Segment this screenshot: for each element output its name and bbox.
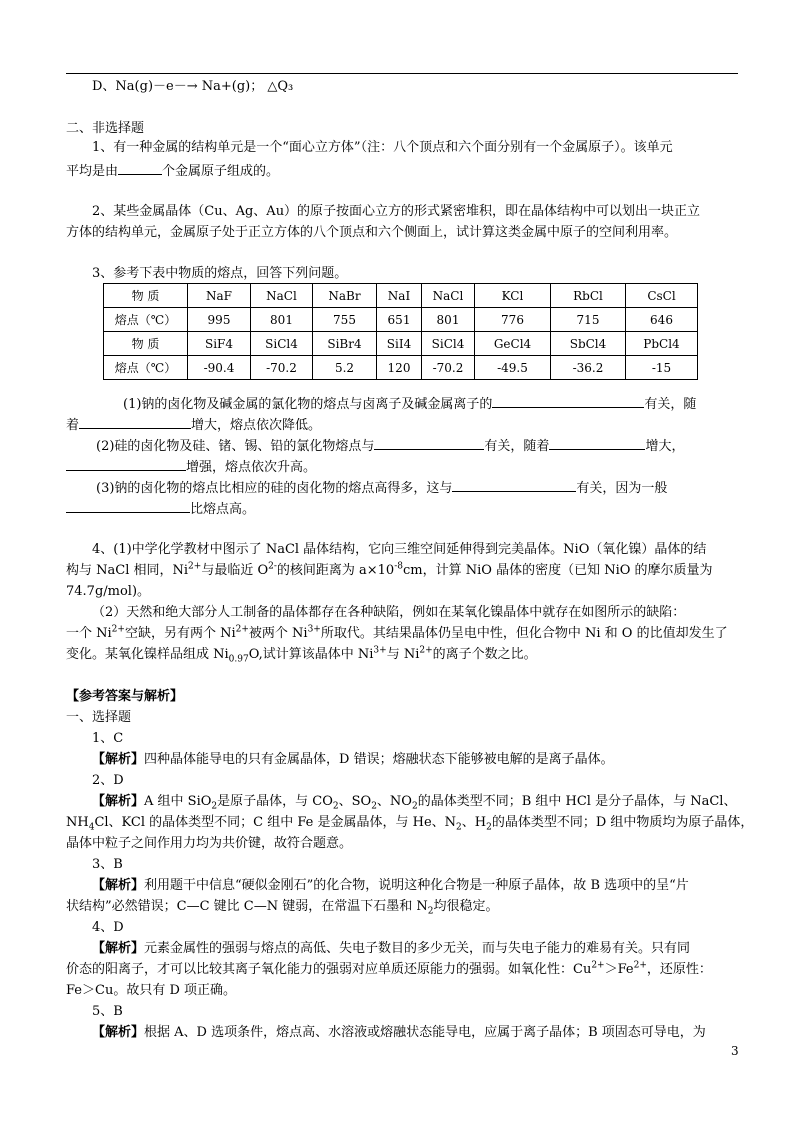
a2-l1-f: 2 xyxy=(371,801,377,812)
q3-blank-5[interactable] xyxy=(66,458,186,471)
q4-l6-f: 2+ xyxy=(419,645,433,656)
a2-l1-b: 2 xyxy=(211,801,218,812)
q3-p1-text-d: 增大，熔点依次降低。 xyxy=(191,418,322,433)
answer-2-line3: 晶体中粒子之间作用力均为共价键，故符合题意。 xyxy=(66,836,353,851)
table-cell: NaF xyxy=(188,284,251,308)
q4-l5-d: 2+ xyxy=(235,624,249,635)
q4-l6-g: 的离子个数之比。 xyxy=(432,647,537,662)
table-cell: SiCl4 xyxy=(251,332,313,356)
answer-3-line2 xyxy=(66,899,499,915)
answers-title: 【参考答案与解析】 xyxy=(66,689,184,704)
table-cell: 715 xyxy=(551,308,626,332)
table-cell: 熔点（℃） xyxy=(104,308,188,332)
q3-p2-line2 xyxy=(66,458,316,476)
table-cell: NaI xyxy=(377,284,422,308)
q4-l2-a: 构与 NaCl 相同，Ni xyxy=(66,563,189,578)
q4-l6-e: 与 Ni xyxy=(386,647,420,662)
q4-line2 xyxy=(66,563,713,579)
q3-p3-text-b: 有关，因为一般 xyxy=(576,481,668,496)
table-cell: NaCl xyxy=(422,284,475,308)
q4-l5-e: 被两个 Ni xyxy=(248,626,308,641)
a4-l2-b: 2+ xyxy=(591,960,605,971)
answer-3-line1 xyxy=(92,878,689,894)
q3-p1-text-c: 着 xyxy=(66,418,80,433)
table-cell: PbCl4 xyxy=(626,332,698,356)
answer-5-text: 根据 A、D 选项条件，熔点高、水溶液或熔融状态能导电，应属于离子晶体；B 项固态可导电，为 xyxy=(144,1025,706,1040)
table-cell: -70.2 xyxy=(251,356,313,380)
a2-l1-e: 、SO xyxy=(338,794,372,809)
q1-line2 xyxy=(66,162,279,180)
q4-line3: 74.7g/mol)。 xyxy=(66,584,151,599)
q4-l6-b: 0.97 xyxy=(228,654,249,665)
a3-l2-a: 状结构”必然错误；C—C 键比 C—N 键弱，在常温下石墨和 N xyxy=(66,899,428,914)
q4-l2-b: 2+ xyxy=(188,561,202,572)
answer-2-number: 2、D xyxy=(92,773,124,788)
answer-3-text: 利用题干中信息“硬似金刚石”的化合物，说明这种化合物是一种原子晶体，故 B 选项中的呈“片 xyxy=(144,878,689,893)
q3-blank-4[interactable] xyxy=(549,437,645,450)
table-cell: 熔点（℃） xyxy=(104,356,188,380)
q3-blank-7[interactable] xyxy=(66,500,190,513)
q3-p3-line1 xyxy=(96,479,667,497)
q4-l2-e: 的核间距离为 a×10 xyxy=(276,563,395,578)
a2-l2-d: 2 xyxy=(456,822,462,833)
q3-p1-text-a: (1)钠的卤化物及碱金属的氯化物的熔点与卤离子及碱金属离子的 xyxy=(123,397,493,412)
q4-l6-a: 变化。某氧化镍样品组成 Ni xyxy=(66,647,229,662)
q3-blank-2[interactable] xyxy=(79,416,191,429)
q4-line5 xyxy=(66,626,728,642)
q4-l5-a: 一个 Ni xyxy=(66,626,112,641)
a2-l2-b: 4 xyxy=(88,822,95,833)
table-cell: SiF4 xyxy=(188,332,251,356)
q3-p2-text-b: 有关，随着 xyxy=(484,439,550,454)
table-cell: -15 xyxy=(626,356,698,380)
jiexi-label: 【解析】 xyxy=(92,1025,145,1040)
q4-l5-c: 空缺，另有两个 Ni xyxy=(124,626,236,641)
table-cell: NaBr xyxy=(313,284,377,308)
q3-blank-6[interactable] xyxy=(452,479,576,492)
a4-l2-d: 2+ xyxy=(633,960,647,971)
a2-l1-c: 是原子晶体，与 CO xyxy=(217,794,333,809)
q4-line4: （2）天然和绝大部分人工制备的晶体都存在各种缺陷，例如在某氧化镍晶体中就存在如图所示的缺陷： xyxy=(92,605,686,620)
option-d: D、Na(g)－e－→ Na+(g)； △Q₃ xyxy=(92,79,294,94)
jiexi-label: 【解析】 xyxy=(92,794,145,809)
q4-l6-c: O,试计算该晶体中 Ni xyxy=(248,647,374,662)
q2-line1: 2、某些金属晶体（Cu、Ag、Au）的原子按面心立方的形式紧密堆积，即在晶体结构中可以划出一块正立 xyxy=(92,204,701,219)
a2-l1-i: 的晶体类型不同；B 组中 HCl 是分子晶体，与 NaCl、 xyxy=(417,794,737,809)
q1-line1: 1、有一种金属的结构单元是一个“面心立方体”（注：八个顶点和六个面分别有一个金属原子）。该单元 xyxy=(92,140,673,155)
q4-l5-g: 所取代。其结果晶体仍呈电中性，但化合物中 Ni 和 O 的比值却发生了 xyxy=(320,626,728,641)
table-cell: -90.4 xyxy=(188,356,251,380)
q3-p2-text-a: (2)硅的卤化物及硅、锗、锡、铅的氯化物熔点与 xyxy=(96,439,375,454)
table-cell: 120 xyxy=(377,356,422,380)
table-cell: 995 xyxy=(188,308,251,332)
q3-blank-3[interactable] xyxy=(374,437,484,450)
answer-4-line3: Fe＞Cu。故只有 D 项正确。 xyxy=(66,983,237,998)
table-cell: KCl xyxy=(475,284,551,308)
table-cell: 755 xyxy=(313,308,377,332)
answer-4-number: 4、D xyxy=(92,920,124,935)
q4-line6 xyxy=(66,647,537,663)
table-row xyxy=(104,284,698,308)
q1-text-a: 平均是由 xyxy=(66,164,119,179)
table-cell: -36.2 xyxy=(551,356,626,380)
a4-l2-a: 价态的阳离子，才可以比较其离子氧化能力的强弱对应单质还原能力的强弱。如氧化性：Cu xyxy=(66,962,592,977)
a2-l2-f: 2 xyxy=(486,822,492,833)
answer-5-number: 5、B xyxy=(92,1004,123,1019)
table-cell: 651 xyxy=(377,308,422,332)
jiexi-label: 【解析】 xyxy=(92,941,145,956)
table-cell: NaCl xyxy=(251,284,313,308)
q4-l5-b: 2+ xyxy=(111,624,125,635)
table-cell: 5.2 xyxy=(313,356,377,380)
a2-l2-a: NH xyxy=(66,815,89,830)
a4-l2-c: ＞Fe xyxy=(604,962,634,977)
q3-p2-line1 xyxy=(96,437,684,455)
q3-p1-line2 xyxy=(66,416,321,434)
answer-1-number: 1、C xyxy=(92,731,124,746)
table-cell: CsCl xyxy=(626,284,698,308)
table-cell: GeCl4 xyxy=(475,332,551,356)
q4-l2-c: 与最临近 O xyxy=(201,563,269,578)
answer-4-line1 xyxy=(92,941,690,957)
answers-section-choice: 一、选择题 xyxy=(66,710,132,725)
q3-p3-text-c: 比熔点高。 xyxy=(190,502,256,517)
a2-l2-c: Cl、KCl 的晶体类型不同；C 组中 Fe 是金属晶体，与 He、N xyxy=(94,815,457,830)
answer-1-explanation xyxy=(92,752,614,768)
q3-p3-text-a: (3)钠的卤化物的熔点比相应的硅的卤化物的熔点高得多，这与 xyxy=(96,481,453,496)
table-cell: -70.2 xyxy=(422,356,475,380)
table-cell: 801 xyxy=(251,308,313,332)
a2-l1-g: 、NO xyxy=(376,794,412,809)
table-cell: SiI4 xyxy=(377,332,422,356)
a2-l2-e: 、H xyxy=(461,815,487,830)
table-cell: RbCl xyxy=(551,284,626,308)
a2-l2-g: 的晶体类型不同；D 组中物质均为原子晶体， xyxy=(491,815,754,830)
jiexi-label: 【解析】 xyxy=(92,752,145,767)
table-cell: -49.5 xyxy=(475,356,551,380)
q3-p3-line2 xyxy=(66,500,255,518)
answer-3-number: 3、B xyxy=(92,857,123,872)
a2-l1-a: A 组中 SiO xyxy=(144,794,212,809)
q4-line1: 4、(1)中学化学教材中图示了 NaCl 晶体结构，它向三维空间延伸得到完美晶体。NiO（氧化镍）晶体的结 xyxy=(92,542,707,557)
answer-1-text: 四种晶体能导电的只有金属晶体，D 错误；熔融状态下能够被电解的是离子晶体。 xyxy=(144,752,614,767)
table-cell: SbCl4 xyxy=(551,332,626,356)
answer-2-line1 xyxy=(92,794,736,810)
q4-l6-d: 3+ xyxy=(373,645,387,656)
q3-p2-text-c: 增大， xyxy=(645,439,685,454)
answer-2-line2 xyxy=(66,815,753,831)
q4-l2-d: 2- xyxy=(268,561,277,572)
q4-l2-g: cm，计算 NiO 晶体的密度（已知 NiO 的摩尔质量为 xyxy=(403,563,713,578)
header-rule xyxy=(66,73,738,74)
q3-intro: 3、参考下表中物质的熔点，回答下列问题。 xyxy=(92,266,348,281)
table-row xyxy=(104,356,698,380)
q3-p1-text-b: 有关，随 xyxy=(644,397,697,412)
q1-text-b: 个金属原子组成的。 xyxy=(162,164,280,179)
q3-p1-line1 xyxy=(123,395,696,413)
a4-l2-e: ，还原性： xyxy=(646,962,712,977)
answer-4-line2 xyxy=(66,962,712,978)
table-cell: 801 xyxy=(422,308,475,332)
a3-l2-c: 均很稳定。 xyxy=(433,899,499,914)
table-row xyxy=(104,332,698,356)
answer-4-text: 元素金属性的强弱与熔点的高低、失电子数目的多少无关，而与失电子能力的难易有关。只有同 xyxy=(144,941,691,956)
table-cell: 776 xyxy=(475,308,551,332)
a3-l2-b: 2 xyxy=(427,906,434,917)
q1-answer-blank[interactable] xyxy=(118,162,162,175)
q4-l5-f: 3+ xyxy=(307,624,321,635)
q3-p2-text-d: 增强，熔点依次升高。 xyxy=(186,460,317,475)
table-cell: 物 质 xyxy=(104,284,188,308)
answer-5-line1 xyxy=(92,1025,706,1041)
a2-l1-h: 2 xyxy=(411,801,418,812)
q3-blank-1[interactable] xyxy=(492,395,644,408)
q4-l2-f: -8 xyxy=(394,561,403,572)
section-title-nonchoice: 二、非选择题 xyxy=(66,121,145,136)
table-cell: SiBr4 xyxy=(313,332,377,356)
table-cell: 物 质 xyxy=(104,332,188,356)
page-number: 3 xyxy=(731,1044,739,1058)
q2-line2: 方体的结构单元，金属原子处于正立方体的八个顶点和六个侧面上，试计算这类金属中原子的空间利用率。 xyxy=(66,225,678,240)
jiexi-label: 【解析】 xyxy=(92,878,145,893)
table-row xyxy=(104,308,698,332)
melting-point-table xyxy=(103,283,698,380)
table-cell: SiCl4 xyxy=(422,332,475,356)
table-cell: 646 xyxy=(626,308,698,332)
a2-l1-d: 2 xyxy=(332,801,339,812)
